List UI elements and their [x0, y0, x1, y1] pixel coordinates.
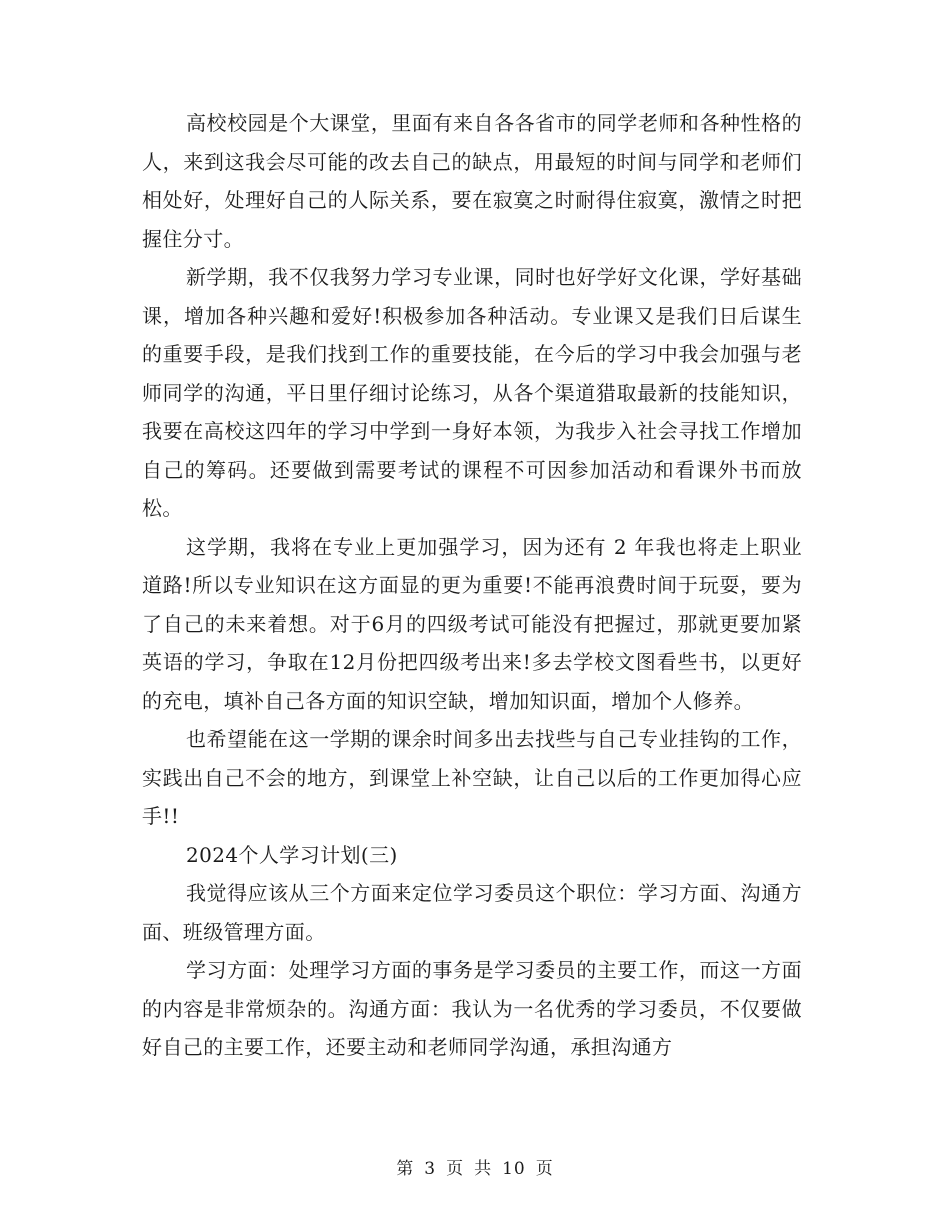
footer-label-of: 页 — [446, 1159, 465, 1179]
paragraph-study-committee: 我觉得应该从三个方面来定位学习委员这个职位：学习方面、沟通方面、班级管理方面。 — [142, 881, 802, 944]
document-body — [142, 104, 802, 1067]
footer-total-pages: 10 — [502, 1159, 526, 1179]
paragraph-campus-life: 高校校园是个大课堂，里面有来自各各省市的同学老师和各种性格的人，来到这我会尽可能的改去自己的缺点，用最短的时间与同学和老师们相处好，处理好自己的人际关系，要在寂寞之时耐得住寂寞，激情之时把握住分寸。 — [142, 111, 802, 251]
page-footer — [0, 1154, 950, 1179]
footer-current-page: 3 — [424, 1159, 437, 1179]
paragraph-new-semester: 新学期，我不仅我努力学习专业课，同时也好学好文化课，学好基础课，增加各种兴趣和爱好!积极参加各种活动。专业课又是我们日后谋生的重要手段，是我们找到工作的重要技能，在今后的学习中我会加强与老师同学的沟通，平日里仔细讨论练习，从各个渠道猎取最新的技能知识，我要在高校这四年的学习中学到一身好本领，为我步入社会寻找工作增加自己的筹码。还要做到需要考试的课程不可因参加活动和看课外书而放松。 — [142, 265, 802, 520]
paragraph-study-aspects: 学习方面：处理学习方面的事务是学习委员的主要工作，而这一方面的内容是非常烦杂的。沟通方面：我认为一名优秀的学习委员，不仅要做好自己的主要工作，还要主动和老师同学沟通，承担沟通方 — [142, 958, 802, 1059]
footer-label-end: 页 — [535, 1159, 554, 1179]
footer-label-page: 第 — [396, 1159, 415, 1179]
section-heading: 2024个人学习计划(三) — [186, 842, 398, 867]
paragraph-professional-study: 这学期，我将在专业上更加强学习，因为还有 2 年我也将走上职业道路!所以专业知识在这方面显的更为重要!不能再浪费时间于玩耍，要为了自己的未来着想。对于6月的四级考试可能没有把握过，那就更要加紧英语的学习，争取在12月份把四级考出来!多去学校文图看些书，以更好的充电，填补自己各方面的知识空缺，增加知识面，增加个人修养。 — [142, 534, 802, 713]
footer-label-total: 共 — [474, 1159, 493, 1179]
paragraph-part-time-work: 也希望能在这一学期的课余时间多出去找些与自己专业挂钩的工作，实践出自己不会的地方，到课堂上补空缺，让自己以后的工作更加得心应手!! — [142, 727, 802, 828]
